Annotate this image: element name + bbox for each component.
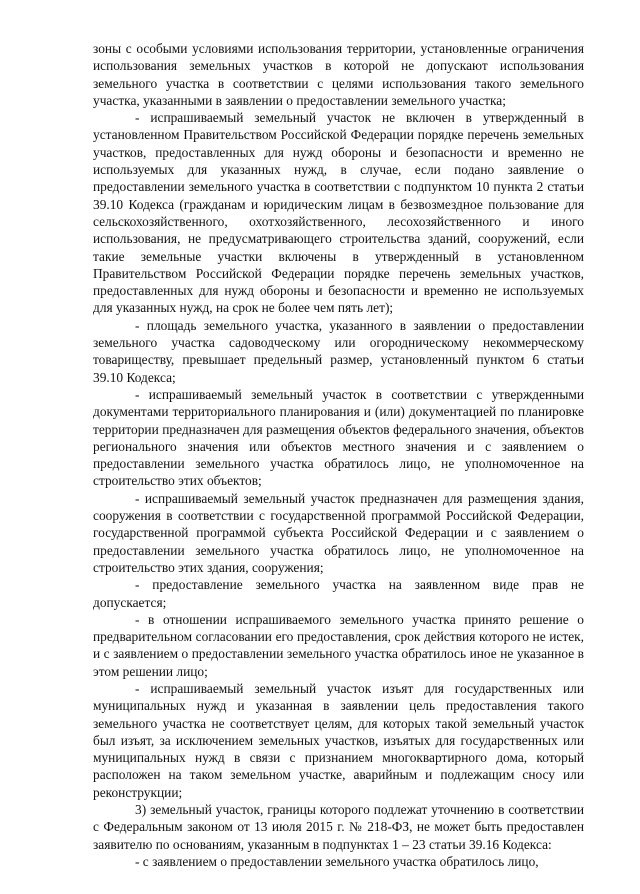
paragraph-area-limit: - площадь земельного участка, указанного в заявлении о предоставлении земельного участка садоводческому или огородническому некоммерческому товариществу, превышает предельный размер, установленный пунктом 6 статьи 39.10 Кодекса; [93,317,584,385]
paragraph-applicant: - с заявлением о предоставлении земельного участка обратилось лицо, [135,853,539,869]
paragraph-zone-restrictions: зоны с особыми условиями использования территории, установленные ограничения использования земельных участков в которой не допускают использования земельного участка в соответствии с целями использования такого земельного участка, указанными в заявлении о предоставлении земельного участка; [93,41,584,108]
paragraph-boundary-clarification: 3) земельный участок, границы которого подлежат уточнению в соответствии с Федеральным законом от 13 июля 2015 г. № 218-ФЗ, не может быть предоставлен заявителю по основаниям, указанным в подпунктах 1 – 23 статьи 39.16 Кодекса: [93,802,584,852]
paragraph-state-program: - испрашиваемый земельный участок предназначен для размещения здания, сооружения в соответствии с государственной программой Российской Федерации, государственной программой субъекта Российской Федерации и с заявлением о предоставлении земельного участка обратилось лицо, не уполномоченное на строительство этих здания, сооружения; [93,490,584,575]
paragraph-seized-land: - испрашиваемый земельный участок изъят для государственных или муниципальных нужд и указанная в заявлении цель предоставления такого земельного участка не соответствует целям, для которых такой земельный участок был изъят, за исключением земельных участков, изъятых для государственных или муниципальных нужд в связи с признанием многоквартирного дома, который расположен на таком земельном участке, аварийным и подлежащим сносу или реконструкции; [93,680,584,800]
paragraph-defense-lands: - испрашиваемый земельный участок не включен в утвержденный в установленном Правительством Российской Федерации порядке перечень земельных участков, предоставленных для нужд обороны и безопасности и временно не используемых для указанных нужд, в случае, если подано заявление о предоставлении земельного участка в соответствии с подпунктом 10 пункта 2 статьи 39.10 Кодекса (гражданам и юридическим лицам в безвозмездное пользование для сельскохозяйственного, охотхозяйственного, лесохозяйственного и иного использования, не предусматривающего строительства зданий, сооружений, если такие земельные участки включены в утвержденный в установленном Правительством Российской Федерации порядке перечень земельных участков, предоставленных для нужд обороны и безопасности и временно не используемых для указанных нужд, на срок не более чем пять лет); [93,110,584,316]
document-body [93,40,584,870]
paragraph-rights-not-allowed: - предоставление земельного участка на заявленном виде прав не допускается; [93,577,584,610]
paragraph-territorial-planning: - испрашиваемый земельный участок в соответствии с утвержденными документами территориального планирования и (или) документацией по планировке территории предназначен для размещения объектов федерального значения, объектов регионального значения или объектов местного значения и с заявлением о предоставлении земельного участка обратилось лицо, не уполномоченное на строительство этих объектов; [93,386,584,489]
paragraph-preliminary-approval: - в отношении испрашиваемого земельного участка принято решение о предварительном согласовании его предоставления, срок действия которого не истек, и с заявлением о предоставлении земельного участка обратилось иное не указанное в этом решении лицо; [93,611,584,679]
